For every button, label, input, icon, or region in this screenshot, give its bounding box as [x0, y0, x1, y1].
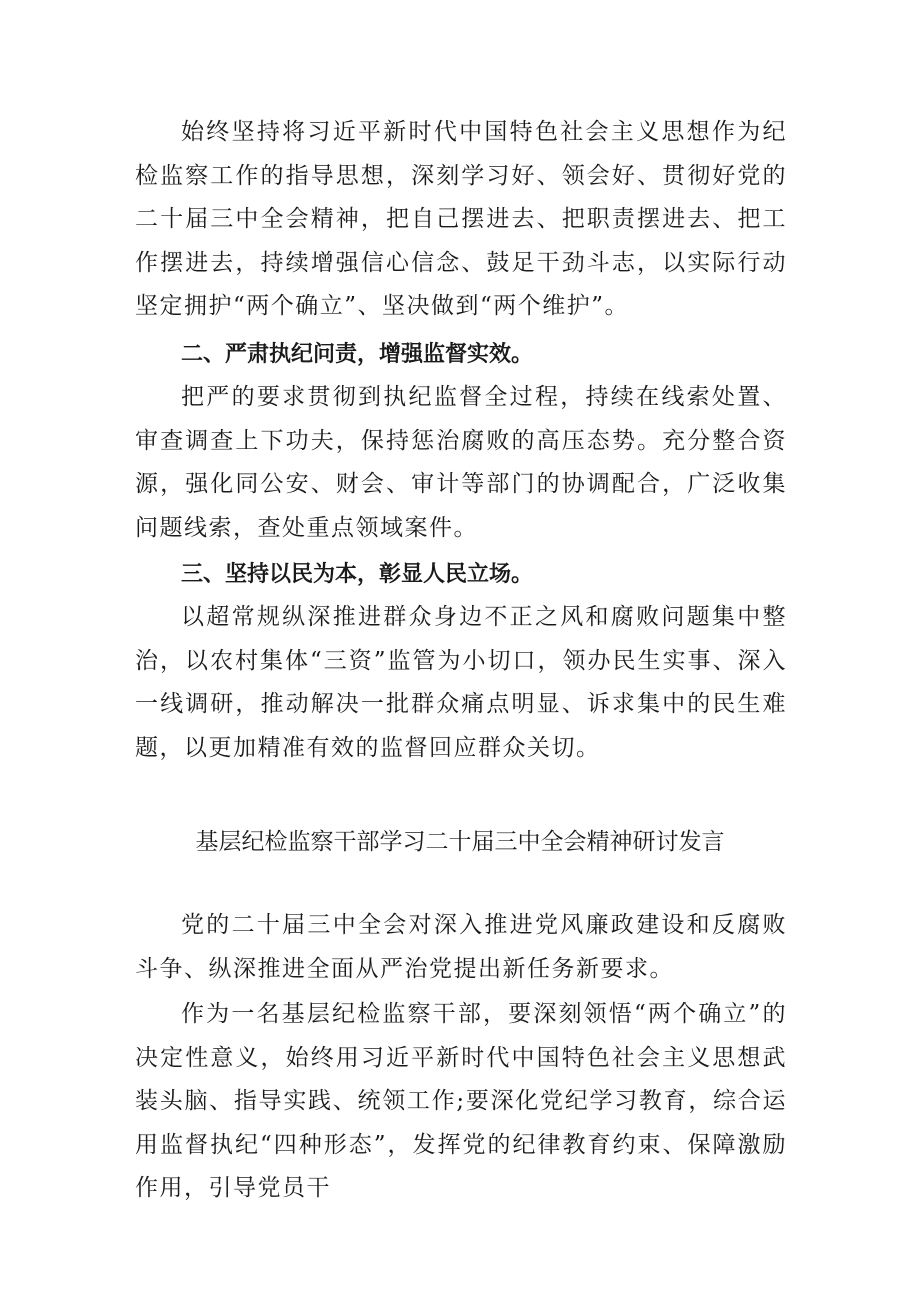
- section-one-paragraph: 始终坚持将习近平新时代中国特色社会主义思想作为纪检监察工作的指导思想，深刻学习好、领会好、贯彻好党的二十届三中全会精神，把自己摆进去、把职责摆进去、把工作摆进去，持续增强信心信念、鼓足干劲斗志，以实际行动坚定拥护“两个确立”、坚决做到“两个维护”。: [135, 119, 787, 319]
- section-two-heading: 二、严肃执纪问责，增强监督实效。: [181, 342, 534, 367]
- article-paragraph-2: 作为一名基层纪检监察干部，要深刻领悟“两个确立”的决定性意义，始终用习近平新时代中国特色社会主义思想武装头脑、指导实践、统领工作;要深化党纪学习教育，综合运用监督执纪“四种形态”，发挥党的纪律教育约束、保障激励作用，引导党员干: [135, 1001, 787, 1201]
- section-three-heading: 三、坚持以民为本，彰显人民立场。: [181, 562, 534, 587]
- article-paragraph-1: 党的二十届三中全会对深入推进党风廉政建设和反腐败斗争、纵深推进全面从严治党提出新任务新要求。: [135, 912, 787, 982]
- section-three-paragraph: 以超常规纵深推进群众身边不正之风和腐败问题集中整治，以农村集体“三资”监管为小切口，领办民生实事、深入一线调研，推动解决一批群众痛点明显、诉求集中的民生难题，以更加精准有效的监督回应群众关切。: [135, 604, 787, 761]
- section-two-paragraph: 把严的要求贯彻到执纪监督全过程，持续在线索处置、审查调查上下功夫，保持惩治腐败的高压态势。充分整合资源，强化同公安、财会、审计等部门的协调配合，广泛收集问题线索，查处重点领域案件。: [135, 384, 787, 541]
- article-title: 基层纪检监察干部学习二十届三中全会精神研讨发言: [195, 829, 725, 855]
